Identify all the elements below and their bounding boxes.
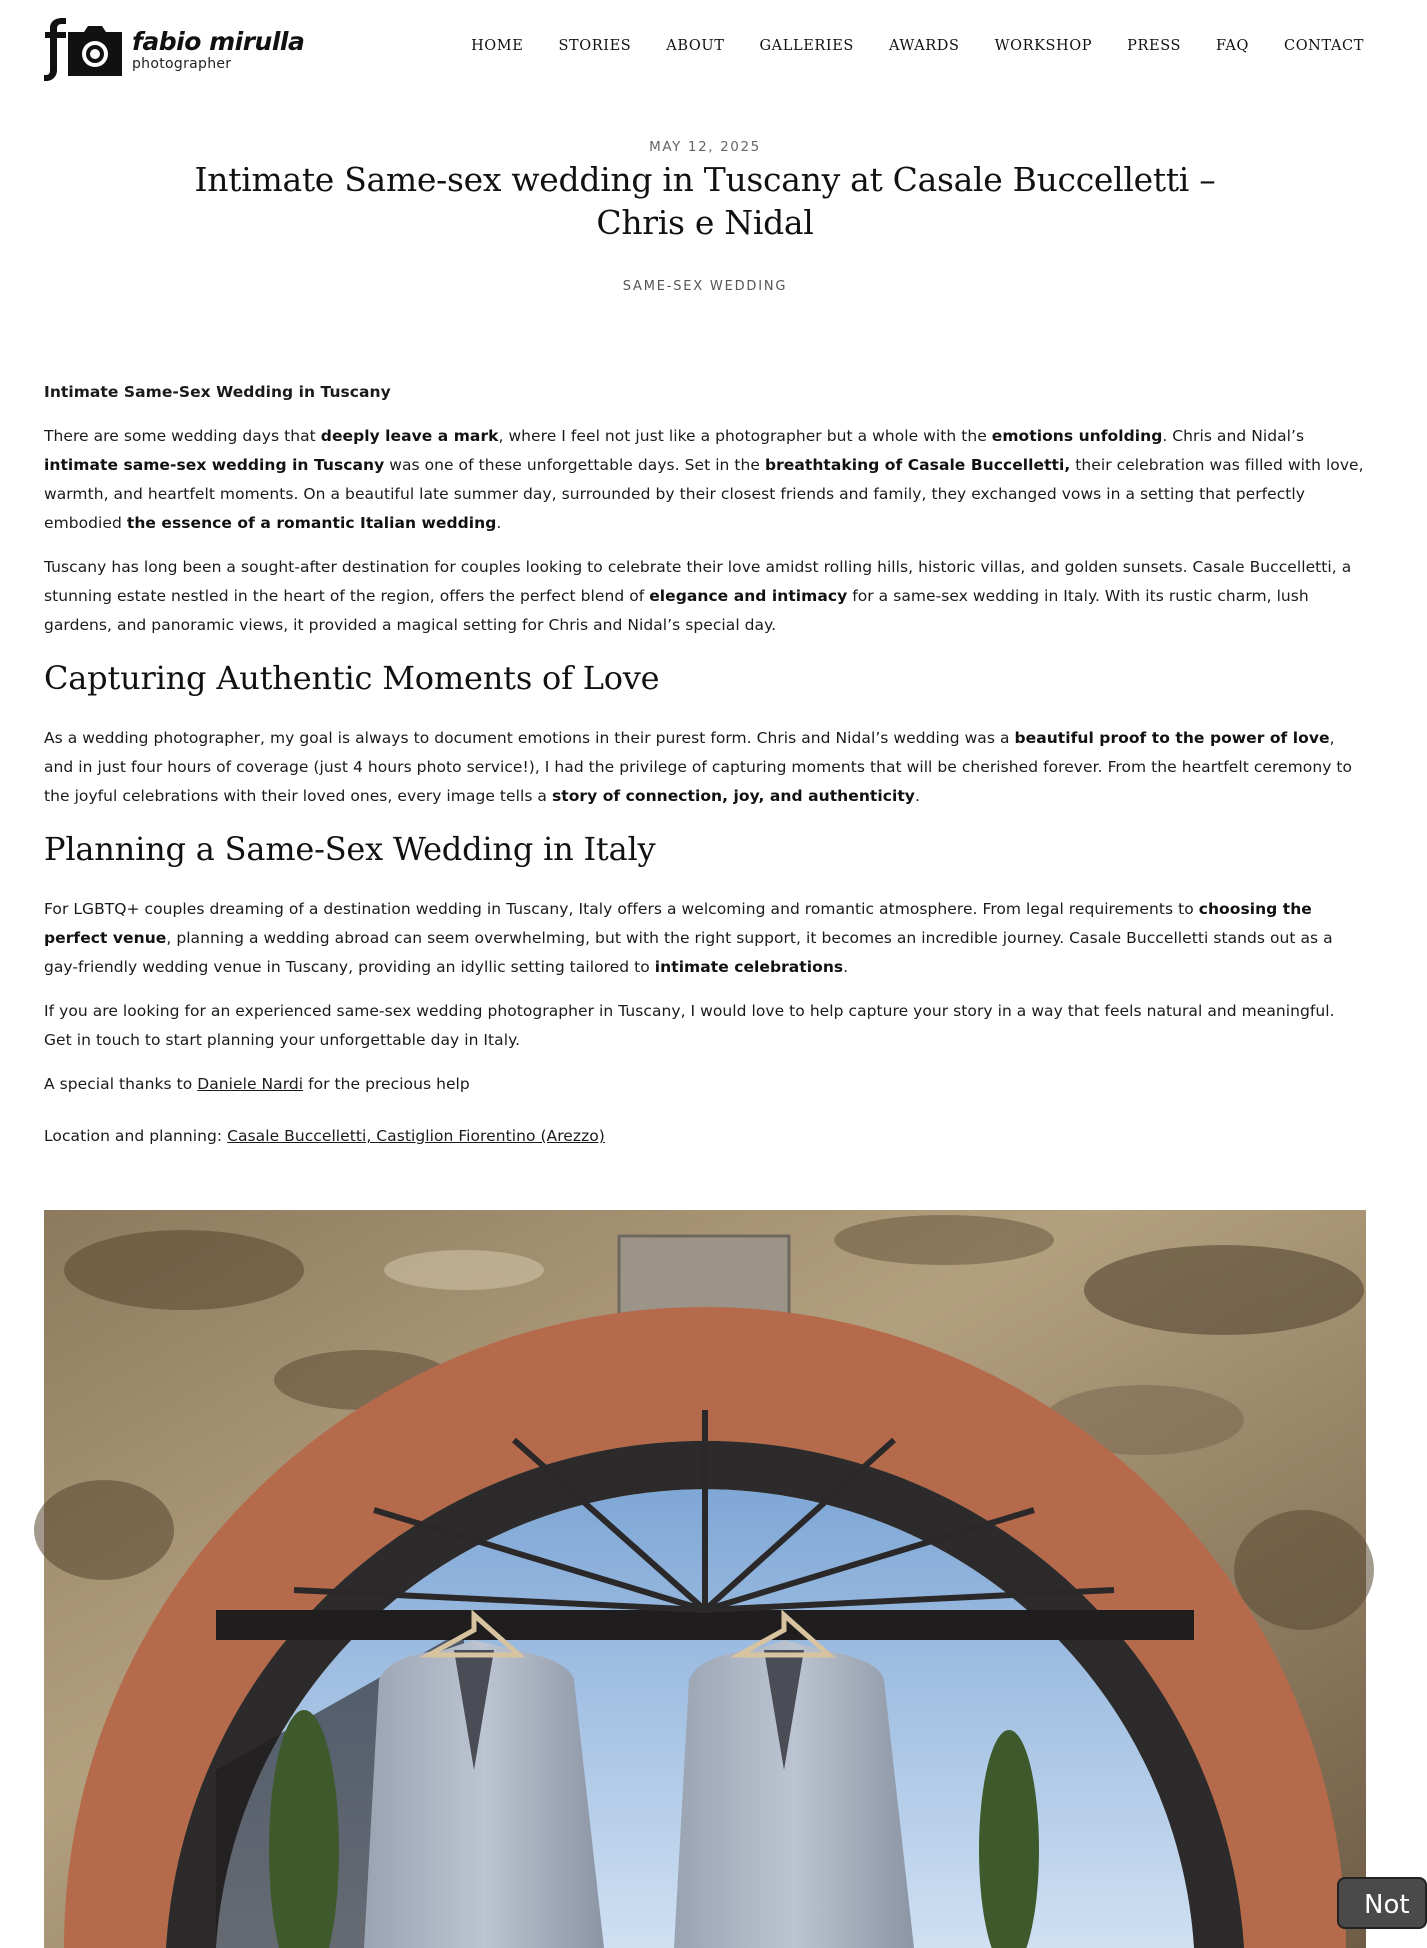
post-date: MAY 12, 2025: [649, 139, 761, 155]
nav-about[interactable]: ABOUT: [666, 38, 725, 54]
bold-phrase: intimate celebrations: [654, 958, 844, 976]
text-run: A special thanks to: [44, 1075, 198, 1093]
photo-arch-jackets: [44, 1210, 1366, 1948]
logo-text: [132, 29, 304, 71]
paragraph-thanks: [44, 1070, 1366, 1099]
text-run: their celebration was filled with love, warmth, and heartfelt moments. On a beautiful late summer day, surrounded by their closest friends and family, they exchanged vows in a setting that perfectly embodied: [44, 456, 1364, 532]
text-run: , where I feel not just like a photographer but a whole with the: [498, 427, 992, 445]
paragraph-planning: [44, 895, 1366, 982]
text-run: As a wedding photographer, my goal is always to document emotions in their purest form. Chris and Nidal’s wedding was a: [44, 729, 1015, 747]
nav-contact[interactable]: CONTACT: [1284, 38, 1364, 54]
site-logo[interactable]: [44, 18, 304, 82]
nav-home[interactable]: HOME: [471, 38, 524, 54]
paragraph-intro: [44, 422, 1366, 538]
post-category-link[interactable]: SAME-SEX WEDDING: [622, 279, 788, 294]
text-run: for a same-sex wedding in Italy. With its rustic charm, lush gardens, and panoramic views, it provided a magical setting for Chris and Nidal’s special day.: [44, 587, 1309, 634]
paragraph-capturing: [44, 724, 1366, 811]
text-run: for the precious help: [303, 1075, 470, 1093]
paragraph-contact: If you are looking for an experienced same-sex wedding photographer in Tuscany, I would love to help capture your story in a way that feels natural and meaningful. Get in touch to start planning your unforgettable day in Italy.: [44, 1002, 1335, 1049]
nav-workshop[interactable]: WORKSHOP: [994, 38, 1093, 54]
article-body: [44, 378, 1366, 1166]
fm-monogram-camera-icon: [44, 18, 124, 82]
bold-phrase: choosing the perfect venue: [44, 900, 1312, 947]
text-run: .: [496, 514, 502, 532]
text-run: For LGBTQ+ couples dreaming of a destination wedding in Tuscany, Italy offers a welcoming and romantic atmosphere. From legal requirements to: [44, 900, 1199, 918]
text-run: Location and planning:: [44, 1127, 228, 1145]
bold-phrase: beautiful proof to the power of love: [1014, 729, 1330, 747]
bold-phrase: intimate same-sex wedding in Tuscany: [44, 456, 385, 474]
text-run: .: [843, 958, 849, 976]
post-title: Intimate Same-sex wedding in Tuscany at Casale Buccelletti – Chris e Nidal: [194, 160, 1216, 242]
paragraph-location: [44, 1122, 1366, 1151]
text-run: , and in just four hours of coverage (just 4 hours photo service!), I had the privilege of capturing moments that will be cherished forever. From the heartfelt ceremony to the joyful celebrations with their loved ones, every image tells a: [44, 729, 1353, 805]
wedding-photo: [44, 1210, 1366, 1948]
nav-faq[interactable]: FAQ: [1216, 38, 1249, 54]
brand-name: fabio mirulla: [132, 27, 305, 56]
bold-phrase: emotions unfolding: [991, 427, 1163, 445]
text-run: There are some wedding days that: [44, 427, 321, 445]
nav-stories[interactable]: STORIES: [558, 38, 632, 54]
text-run: . Chris and Nidal’s: [1162, 427, 1305, 445]
bold-phrase: breathtaking of Casale Buccelletti,: [764, 456, 1071, 474]
bold-phrase: the essence of a romantic Italian wedding: [126, 514, 497, 532]
site-header: [0, 0, 1404, 100]
text-run: was one of these unforgettable days. Set in the: [384, 456, 765, 474]
main-nav: [436, 38, 1364, 54]
paragraph-tuscany: [44, 553, 1366, 640]
notification-widget-tab[interactable]: Not: [1337, 1877, 1427, 1929]
bold-phrase: elegance and intimacy: [649, 587, 848, 605]
location-link[interactable]: Casale Buccelletti, Castiglion Fiorentino (Arezzo): [227, 1127, 605, 1145]
text-run: Tuscany has long been a sought-after destination for couples looking to celebrate their love amidst rolling hills, historic villas, and golden sunsets. Casale Buccelletti, a stunning estate nestled in the heart of the region, offers the perfect blend of: [44, 558, 1352, 605]
nav-awards[interactable]: AWARDS: [888, 38, 960, 54]
text-run: , planning a wedding abroad can seem overwhelming, but with the right support, it becomes an incredible journey. Casale Buccelletti stands out as a gay-friendly wedding venue in Tuscany, providing an idyllic setting tailored to: [44, 929, 1333, 976]
nav-galleries[interactable]: GALLERIES: [759, 38, 854, 54]
section-heading-capturing: Capturing Authentic Moments of Love: [44, 659, 660, 697]
nav-press[interactable]: PRESS: [1127, 38, 1182, 54]
bold-phrase: deeply leave a mark: [320, 427, 499, 445]
section-heading-planning: Planning a Same-Sex Wedding in Italy: [44, 830, 656, 868]
brand-tagline: photographer: [132, 56, 232, 72]
bold-phrase: story of connection, joy, and authenticity: [551, 787, 915, 805]
thanks-link[interactable]: Daniele Nardi: [197, 1075, 304, 1093]
article-subhead: Intimate Same-Sex Wedding in Tuscany: [44, 383, 391, 401]
text-run: .: [914, 787, 920, 805]
